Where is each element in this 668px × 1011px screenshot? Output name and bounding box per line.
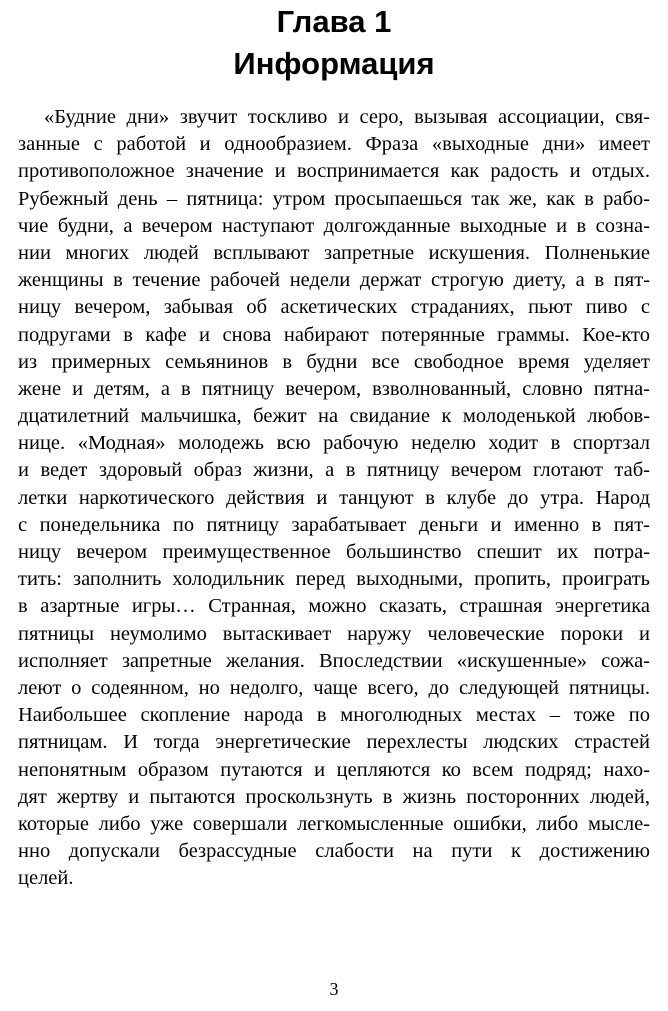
chapter-title-heading: Информация (233, 46, 435, 81)
text-line: подругами в кафе и снова набирают потерянные граммы. Кое-кто (18, 323, 650, 346)
text-line: с понедельника по пятницу зарабатывает деньги и именно в пят- (18, 513, 650, 536)
text-line: в азартные игры… Странная, можно сказать, страшная энергетика (18, 595, 650, 618)
text-line: непонятным образом путаются и цепляются ко всем подряд; нахо- (18, 758, 650, 781)
text-line: занные с работой и однообразием. Фраза «выходные дни» имеет (18, 133, 650, 156)
text-line: нно допускали безрассудные слабости на пути к достижению (18, 840, 650, 863)
page-number: 3 (329, 979, 339, 999)
text-line: нии многих людей всплывают запретные искушения. Полненькие (18, 241, 650, 264)
text-line: которые либо уже совершали легкомысленные ошибки, либо мысле- (18, 812, 650, 835)
text-line: леют о содеянном, но недолго, чаще всего, до следующей пятницы. (18, 676, 650, 699)
text-line: женщины в течение рабочей недели держат строгую диету, а в пят- (18, 269, 650, 292)
text-line: нице. «Модная» молодежь всю рабочую неделю ходит в спортзал (18, 432, 650, 455)
text-line: пятницы неумолимо вытаскивает наружу человеческие пороки и (18, 622, 650, 645)
text-line: тить: заполнить холодильник перед выходными, пропить, проиграть (18, 568, 650, 591)
chapter-number-heading: Глава 1 (276, 4, 392, 39)
text-line: Наибольшее скопление народа в многолюдных местах – тоже по (18, 704, 650, 727)
text-line: дцатилетний мальчишка, бежит на свидание к молоденькой любов- (18, 405, 650, 428)
text-line: пятницам. И тогда энергетические перехлесты людских страстей (18, 731, 650, 754)
text-line: летки наркотического действия и танцуют в клубе до утра. Народ (18, 486, 650, 509)
text-line: из примерных семьянинов в будни все свободное время уделяет (18, 350, 650, 373)
chapter-body-text (18, 104, 650, 892)
text-line: ницу вечером преимущественное большинство спешит их потра- (18, 541, 650, 563)
text-line: чие будни, а вечером наступают долгожданные выходные и в созна- (18, 214, 650, 237)
text-line: Рубежный день – пятница: утром просыпаешься так же, как в рабо- (18, 187, 650, 210)
text-line: целей. (18, 867, 74, 890)
text-line: жене и детям, а в пятницу вечером, взволнованный, словно пятна- (18, 377, 650, 400)
text-line: «Будние дни» звучит тоскливо и серо, вызывая ассоциации, свя- (44, 106, 650, 128)
text-line: и ведет здоровый образ жизни, а в пятницу вечером глотают таб- (18, 459, 650, 482)
text-line: противоположное значение и воспринимается как радость и отдых. (18, 160, 650, 183)
text-line: дят жертву и пытаются проскользнуть в жизнь посторонних людей, (18, 785, 650, 808)
text-line: ницу вечером, забывая об аскетических страданиях, пьют пиво с (18, 296, 650, 319)
text-line: исполняет запретные желания. Впоследствии «искушенные» сожа- (18, 649, 650, 672)
